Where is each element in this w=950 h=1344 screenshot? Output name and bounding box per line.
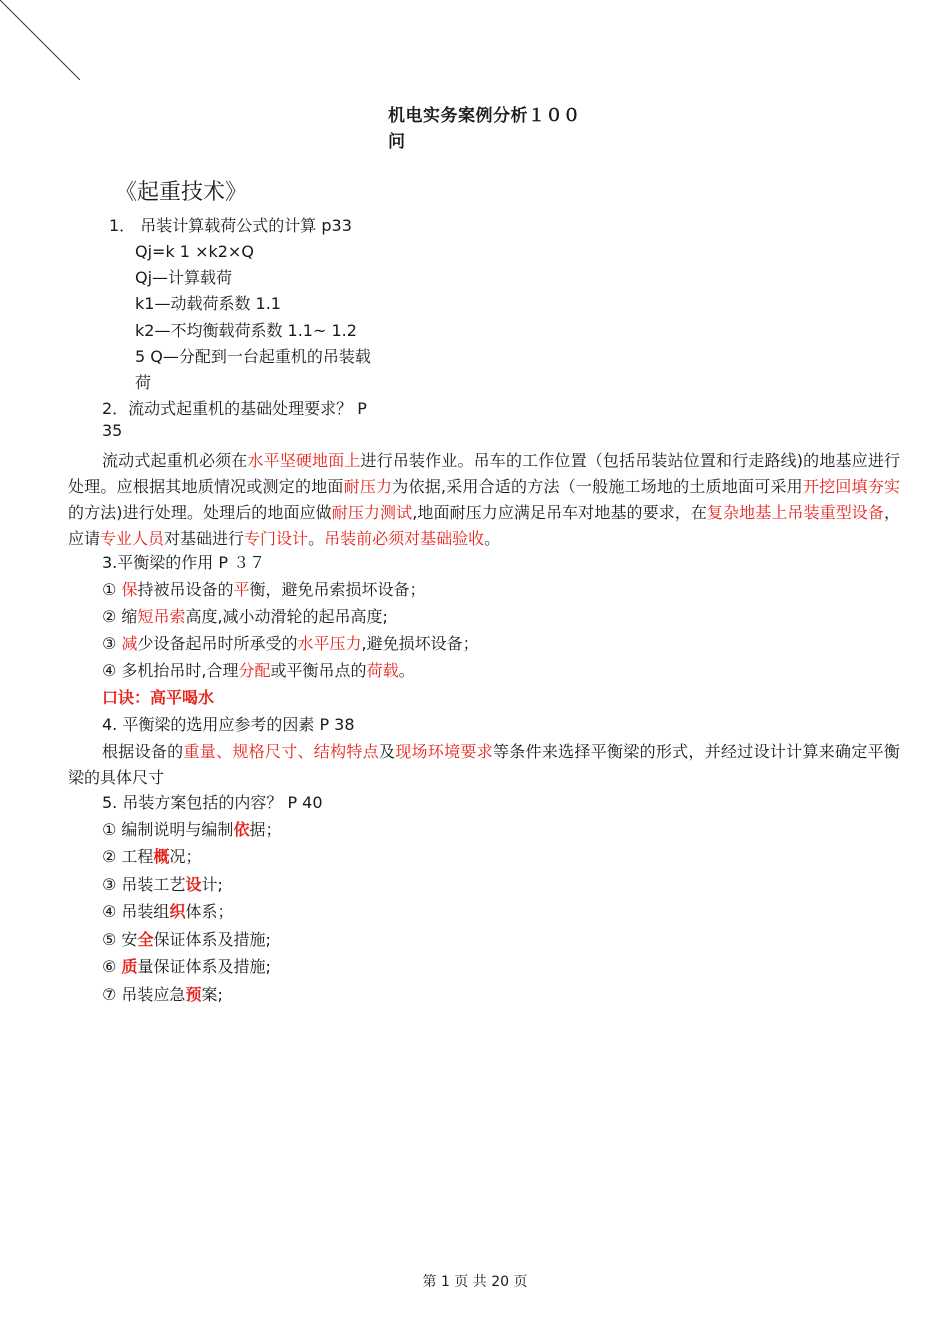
- q2-heading-line2: 35: [102, 421, 123, 440]
- keyword: 分配: [238, 661, 271, 680]
- q2-keyword: 专业人员: [100, 529, 165, 548]
- item-number: ③: [102, 634, 122, 653]
- q4-separator: 、: [216, 742, 233, 761]
- item-number: ①: [102, 580, 122, 599]
- item-text: ④ 多机抬吊时,合理: [102, 661, 239, 680]
- q1-definition-q-line1: 5 Q—分配到一台起重机的吊装载: [135, 347, 371, 366]
- q5-item-6: [102, 954, 271, 980]
- q4-keyword: 现场环境要求: [395, 742, 493, 761]
- item-text: ② 缩: [102, 607, 138, 626]
- item-text: 体系；: [185, 902, 234, 921]
- item-text: ⑥: [102, 957, 122, 976]
- q5-item-3: [102, 872, 223, 898]
- keyword: 保: [121, 580, 138, 599]
- q5-item-7: [102, 982, 223, 1008]
- q4-heading: 4. 平衡梁的选用应参考的因素 P 38: [102, 715, 355, 734]
- q1-heading: 1． 吊装计算载荷公式的计算 p33: [109, 216, 352, 235]
- q5-heading: 5. 吊装方案包括的内容？ P 40: [102, 793, 323, 812]
- q1-formula: Qj=k 1 ×k2×Q: [135, 242, 254, 261]
- q3-heading: 3.平衡梁的作用 P ３７: [102, 553, 266, 572]
- q5-item-2: [102, 844, 201, 870]
- title-line-1: 机电实务案例分析１００: [388, 106, 581, 126]
- q3-item-1: [102, 577, 426, 603]
- q2-text: ,地面耐压力应满足吊车对地基的要求，在: [412, 503, 707, 522]
- keyword: 全: [137, 930, 154, 949]
- item-text: ⑤ 安: [102, 930, 138, 949]
- q4-separator: 、: [297, 742, 314, 761]
- q5-item-1: [102, 817, 281, 843]
- q2-heading-line1: 2．流动式起重机的基础处理要求？ P: [102, 399, 367, 418]
- keyword: 水平压力: [297, 634, 362, 653]
- q2-text: 对基础进行: [164, 529, 245, 548]
- q2-keyword: 专门设计: [244, 529, 309, 548]
- q5-item-4: [102, 899, 233, 925]
- item-text: ② 工程: [102, 847, 154, 866]
- q2-keyword: 耐压力: [343, 477, 393, 496]
- title-line-2: 问: [388, 132, 406, 152]
- keyword: 概: [153, 847, 170, 866]
- q3-item-3: [102, 631, 479, 657]
- item-text: 量保证体系及措施;: [137, 957, 271, 976]
- q2-keyword: 水平坚硬地面上: [247, 451, 361, 470]
- page-footer: 第 1 页 共 20 页: [422, 1274, 528, 1290]
- q2-text: ，应请: [68, 503, 900, 548]
- item-text: ① 编制说明与编制: [102, 820, 234, 839]
- q1-definition-k1: k1—动载荷系数 1.1: [135, 294, 281, 313]
- q2-keyword: 开挖回填夯实: [802, 477, 900, 496]
- item-text: ④ 吊装组: [102, 902, 170, 921]
- item-text: 保证体系及措施;: [153, 930, 271, 949]
- q2-text: 。: [484, 529, 501, 548]
- item-text: 衡，避免吊索损坏设备；: [249, 580, 426, 599]
- q2-keyword: 吊装前必须对基础验收: [324, 529, 485, 548]
- q2-text: 。: [308, 529, 325, 548]
- item-text: 少设备起吊时所承受的: [137, 634, 298, 653]
- q5-item-5: [102, 927, 271, 953]
- item-text: ⑦ 吊装应急: [102, 985, 186, 1004]
- q2-text: 流动式起重机必须在: [102, 451, 248, 470]
- q4-text: 根据设备的: [102, 742, 184, 761]
- item-text: 高度,减小动滑轮的起吊高度;: [185, 607, 388, 626]
- keyword: 织: [169, 902, 186, 921]
- q3-item-4: [102, 658, 415, 684]
- item-text: ③ 吊装工艺: [102, 875, 186, 894]
- q2-answer-paragraph: [68, 448, 900, 552]
- q4-keyword: 规格尺寸: [232, 742, 298, 761]
- page-corner-fold-line: [0, 0, 80, 80]
- keyword: 荷载: [366, 661, 399, 680]
- q3-item-2: [102, 604, 388, 630]
- section-title: 《起重技术》: [115, 180, 248, 205]
- q4-answer-paragraph: [68, 739, 900, 791]
- keyword: 依: [233, 820, 250, 839]
- item-text: 案;: [201, 985, 223, 1004]
- item-text: 持被吊设备的: [137, 580, 234, 599]
- item-text: ,避免损坏设备；: [361, 634, 479, 653]
- q4-text: 及: [378, 742, 396, 761]
- keyword: 设: [185, 875, 202, 894]
- q2-keyword: 耐压力测试: [331, 503, 413, 522]
- item-text: 况；: [169, 847, 202, 866]
- q3-mnemonic: 口诀：高平喝水: [102, 688, 215, 707]
- keyword: 预: [185, 985, 202, 1004]
- document-title: [388, 103, 598, 155]
- q1-definition-k2: k2—不均衡载荷系数 1.1~ 1.2: [135, 321, 357, 340]
- q4-text: 等条件来选择平衡梁的形式，并经过设计计算来确定平衡梁的具体尺寸: [68, 742, 900, 787]
- keyword: 减: [121, 634, 138, 653]
- q2-keyword: 复杂地基上吊装重型设备: [706, 503, 884, 522]
- item-text: 据；: [249, 820, 282, 839]
- q4-keyword: 重量: [183, 742, 217, 761]
- q2-text: 进行吊装作业。吊车的工作位置（包括吊装站位置和行走路线)的地基应进行处理。应根据其地质情况或测定的地面: [68, 451, 900, 496]
- keyword: 质: [121, 957, 138, 976]
- q1-definition-qj: Qj—计算载荷: [135, 268, 233, 287]
- keyword: 平: [233, 580, 250, 599]
- q1-definition-q-line2: 荷: [135, 373, 152, 392]
- q4-keyword: 结构特点: [313, 742, 379, 761]
- item-text: 或平衡吊点的: [270, 661, 367, 680]
- q2-text: 的方法)进行处理。处理后的地面应做: [68, 503, 332, 522]
- item-text: 。: [398, 661, 415, 680]
- q2-text: 为依据,采用合适的方法（一般施工场地的土质地面可采用: [392, 477, 803, 496]
- item-text: 计;: [201, 875, 223, 894]
- keyword: 短吊索: [137, 607, 186, 626]
